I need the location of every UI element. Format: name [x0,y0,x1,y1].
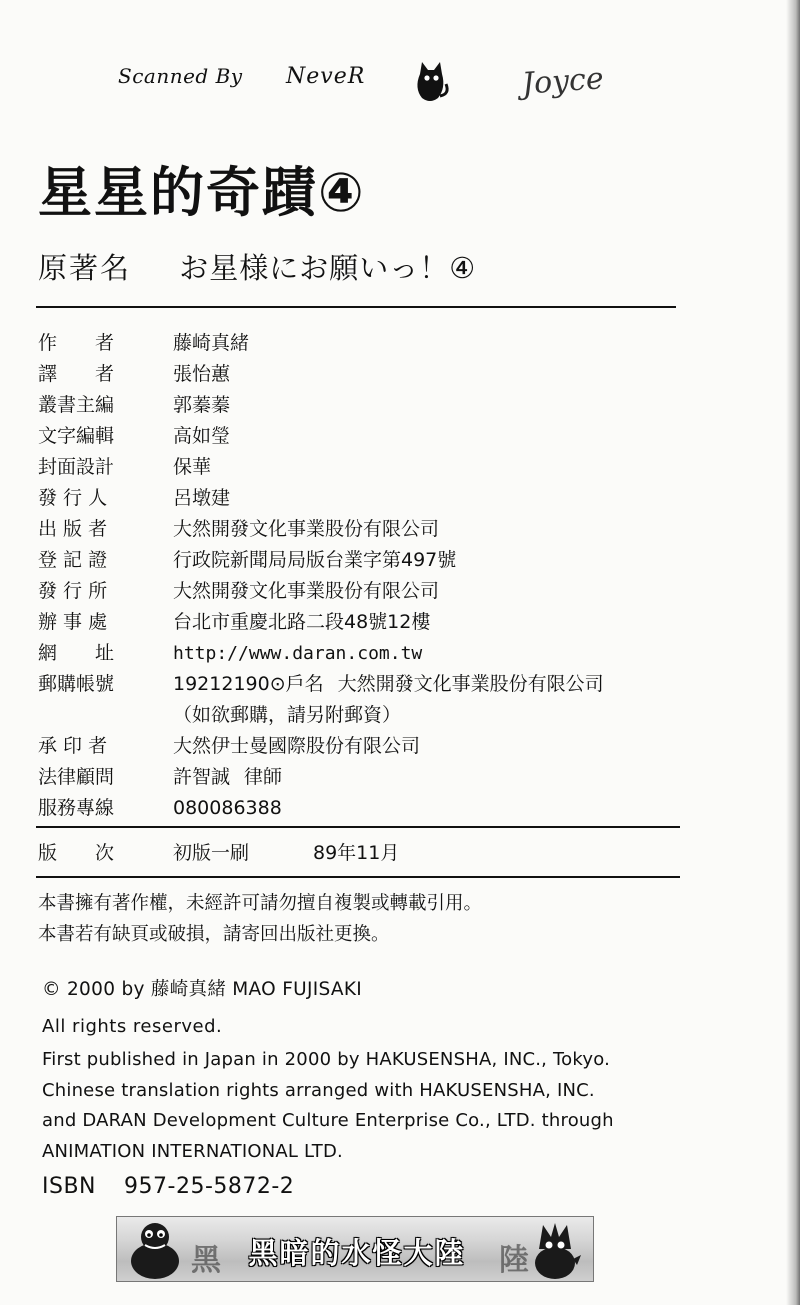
credit-label: 登 記 證 [38,549,108,571]
credits-list [38,328,718,824]
edition-label: 版 次 [38,842,115,864]
credit-value: 大然伊士曼國際股份有限公司 [173,735,421,757]
lawyer-name: 許智誠 [173,766,231,788]
credit-row-mail-note [38,700,718,731]
website-url: http://www.daran.com.tw [173,643,423,664]
credit-label: 辦 事 處 [38,611,108,633]
credit-value: 行政院新聞局局版台業字第497號 [173,549,457,571]
page-edge-shadow [786,0,800,1305]
publish-line: First published in Japan in 2000 by HAKUSENSHA, INC., Tokyo. [42,1049,611,1070]
notice-line: 本書擁有著作權，未經許可請勿擅自複製或轉載引用。 [38,893,483,914]
credit-row-publisher [38,514,718,545]
credit-label: 叢書主編 [38,394,115,416]
credit-value [173,669,718,700]
isbn-number: 957-25-5872-2 [124,1174,295,1199]
scanner-name: NeveR [286,64,366,89]
account-number: 19212190⊙戶名 [173,673,324,695]
original-title [38,246,476,287]
ghost-character-icon: 陸 [499,1243,529,1278]
scan-credit-label: Scanned By [118,64,243,88]
handwritten-note: Joyce [520,61,605,102]
mail-order-note: （如欲郵購，請另附郵資） [173,704,402,726]
credit-label: 法律顧問 [38,766,115,788]
credit-row-author [38,328,718,359]
edition-date: 89年11月 [313,842,400,864]
credit-row-issuer [38,483,718,514]
credit-value: 大然開發文化事業股份有限公司 [173,518,440,540]
credit-value [173,762,718,793]
credit-label: 出 版 者 [38,518,108,540]
publish-line: and DARAN Development Culture Enterprise Co., LTD. through [42,1110,614,1131]
credit-row-series-editor [38,390,718,421]
credit-value: 高如瑩 [173,425,231,447]
credit-value: 呂墩建 [173,487,231,509]
credit-label: 服務專線 [38,797,115,819]
credit-label: 文字編輯 [38,425,115,447]
credit-label: 發 行 所 [38,580,108,602]
banner-title: 黑暗的水怪大陸 [248,1236,466,1270]
credit-value: 張怡蕙 [173,363,231,385]
credit-label: 發 行 人 [38,487,108,509]
account-holder: 大然開發文化事業股份有限公司 [337,673,604,695]
credit-row-translator [38,359,718,390]
notice-line: 本書若有缺頁或破損，請寄回出版社更換。 [38,924,390,945]
credit-value: 郭蓁蓁 [173,394,231,416]
credit-label: 網 址 [38,642,115,664]
credit-row-website [38,638,718,669]
scan-credit [118,58,458,110]
edition-row [38,838,399,865]
credit-row-mail-order [38,669,718,700]
lawyer-title: 律師 [244,766,283,788]
publish-line: Chinese translation rights arranged with HAKUSENSHA, INC. [42,1079,595,1101]
credit-label: 封面設計 [38,456,115,478]
credit-label: 郵購帳號 [38,673,115,695]
isbn-label: ISBN [42,1174,97,1199]
ghost-character-icon: 黑 [191,1243,221,1278]
original-title-label: 原著名 [38,251,132,285]
monster-mascot-icon [527,1219,583,1281]
monster-mascot-icon [127,1219,183,1281]
divider [36,306,676,308]
credit-row-legal [38,762,718,793]
original-title-value: お星様にお願いっ！④ [179,251,477,285]
credit-row-distributor [38,576,718,607]
credit-value: 保華 [173,456,212,478]
credit-value: 大然開發文化事業股份有限公司 [173,580,440,602]
isbn [42,1174,294,1199]
publish-line: ANIMATION INTERNATIONAL LTD. [42,1140,343,1162]
copyright-line: © 2000 by 藤崎真緒 MAO FUJISAKI [42,979,363,1000]
cat-icon [410,58,450,104]
copyright-notice [38,888,482,950]
credit-value: 藤崎真緒 [173,332,250,354]
credit-label: 譯 者 [38,363,115,385]
all-rights-reserved: All rights reserved. [42,1016,223,1037]
credit-label: 作 者 [38,332,115,354]
book-title: 星星的奇蹟④ [38,161,366,224]
edition-value: 初版一刷 [173,842,250,864]
credit-row-printer [38,731,718,762]
divider [36,876,680,878]
credit-value: 台北市重慶北路二段48號12樓 [173,611,431,633]
credit-row-office [38,607,718,638]
credit-row-registration [38,545,718,576]
service-phone: 080086388 [173,797,282,819]
credit-label: 承 印 者 [38,735,108,757]
credit-row-text-editor [38,421,718,452]
publish-info [42,1045,614,1167]
credit-row-service-line [38,793,718,824]
credit-row-cover-design [38,452,718,483]
scanlation-banner [116,1216,594,1282]
divider [36,826,680,828]
